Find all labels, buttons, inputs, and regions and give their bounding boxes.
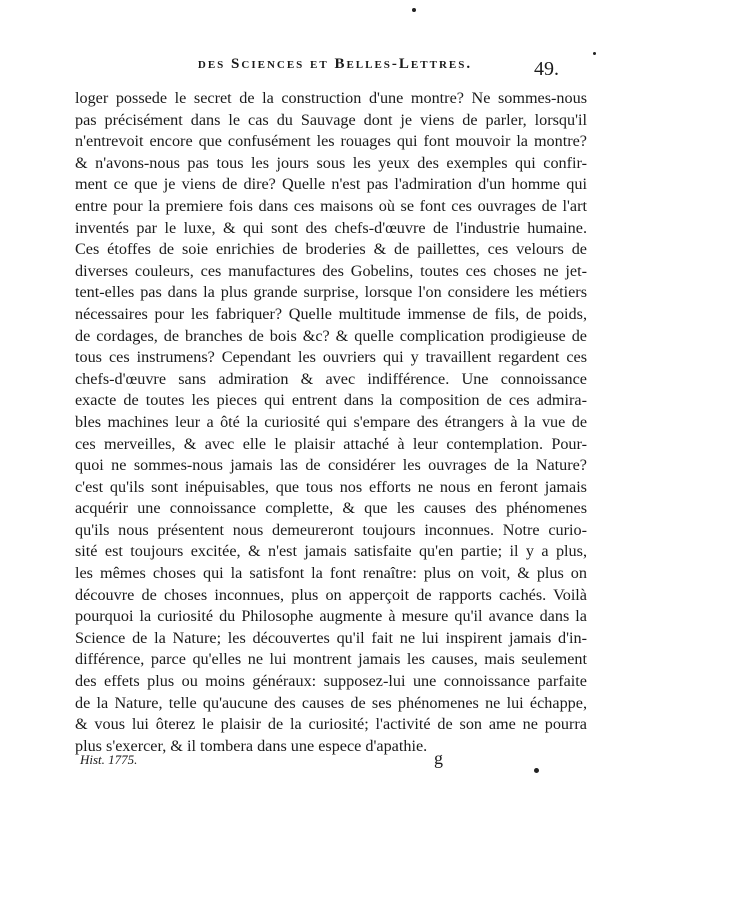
text-line: bles machines leur a ôté la curiosité qui s'empare des étrangers à la vue de	[75, 412, 587, 431]
text-line: exacte de toutes les pieces qui entrent dans la composition de ces admira-	[75, 391, 587, 410]
text-line: acquérir une connoissance complette, & que les causes des phénomenes	[75, 499, 587, 518]
body-text	[75, 88, 587, 757]
ink-speck	[593, 52, 596, 55]
ink-speck	[534, 768, 539, 773]
text-line: & vous lui ôterez le plaisir de la curiosité; l'activité de son ame ne pourra	[75, 715, 587, 734]
text-line: entre pour la premiere fois dans ces maisons où se font ces ouvrages de l'art	[75, 196, 587, 215]
text-line: ment ce que je viens de dire? Quelle n'est pas l'admiration d'un homme qui	[75, 175, 587, 194]
text-line: inventés par le luxe, & qui sont des chefs-d'œuvre de l'industrie humaine.	[75, 218, 587, 237]
ink-speck	[412, 8, 416, 12]
text-line: & n'avons-nous pas tous les jours sous les yeux des exemples qui confir-	[75, 153, 587, 172]
text-line: quoi ne sommes-nous jamais las de considérer les ouvrages de la Nature?	[75, 456, 587, 475]
text-line: de la Nature, telle qu'aucune des causes de ses phénomenes ne lui échappe,	[75, 693, 587, 712]
text-line: tous ces instrumens? Cependant les ouvriers qui y travaillent regardent ces	[75, 348, 587, 367]
text-line: découvre de choses inconnues, plus on apperçoit de rapports cachés. Voilà	[75, 585, 587, 604]
running-title: des Sciences et Belles-Lettres.	[197, 56, 473, 72]
volume-mark: Hist. 1775.	[80, 752, 138, 767]
text-line: des effets plus ou moins généraux: supposez-lui une connoissance parfaite	[75, 672, 587, 691]
text-line: plus s'exercer, & il tombera dans une espece d'apathie.	[75, 736, 428, 755]
text-line: n'entrevoit encore que confusément les rouages qui font mouvoir la montre?	[75, 132, 587, 151]
page-number: 49.	[534, 58, 559, 80]
text-line: pourquoi la curiosité du Philosophe augmente à mesure qu'il avance dans la	[75, 607, 587, 626]
text-line: Ces étoffes de soie enrichies de broderies & de paillettes, ces velours de	[75, 240, 587, 259]
text-line: diverses couleurs, ces manufactures des Gobelins, toutes ces choses ne jet-	[75, 261, 587, 280]
text-line: différence, parce qu'elles ne lui montrent jamais les causes, mais seulement	[75, 650, 587, 669]
text-line: nécessaires pour les fabriquer? Quelle multitude immense de fils, de poids,	[75, 304, 587, 323]
text-line: les mêmes choses qui la satisfont la font renaître: plus on voit, & plus on	[75, 564, 587, 583]
text-line: loger possede le secret de la construction d'une montre? Ne sommes-nous	[75, 89, 587, 107]
text-line: Science de la Nature; les découvertes qu'il fait ne lui inspirent jamais d'in-	[75, 628, 587, 647]
text-line: de cordages, de branches de bois &c? & quelle complication prodigieuse de	[75, 326, 587, 345]
text-line: ces merveilles, & avec elle le plaisir attaché à leur contemplation. Pour-	[75, 434, 587, 453]
text-line: pas précisément dans le cas du Sauvage dont je viens de parler, lorsqu'il	[75, 110, 587, 129]
text-line: qu'ils nous présentent nous demeureront toujours inconnues. Notre curio-	[75, 520, 587, 539]
signature-mark: g	[434, 748, 443, 768]
text-line: c'est qu'ils sont inépuisables, que tous nos efforts ne nous en feront jamais	[75, 477, 587, 496]
text-line: chefs-d'œuvre sans admiration & avec indifférence. Une connoissance	[75, 369, 587, 388]
text-line: tent-elles pas dans la plus grande surprise, lorsque l'on considere les métiers	[75, 283, 587, 302]
text-line: sité est toujours excitée, & n'est jamais satisfaite qu'en partie; il y a plus,	[75, 542, 587, 561]
